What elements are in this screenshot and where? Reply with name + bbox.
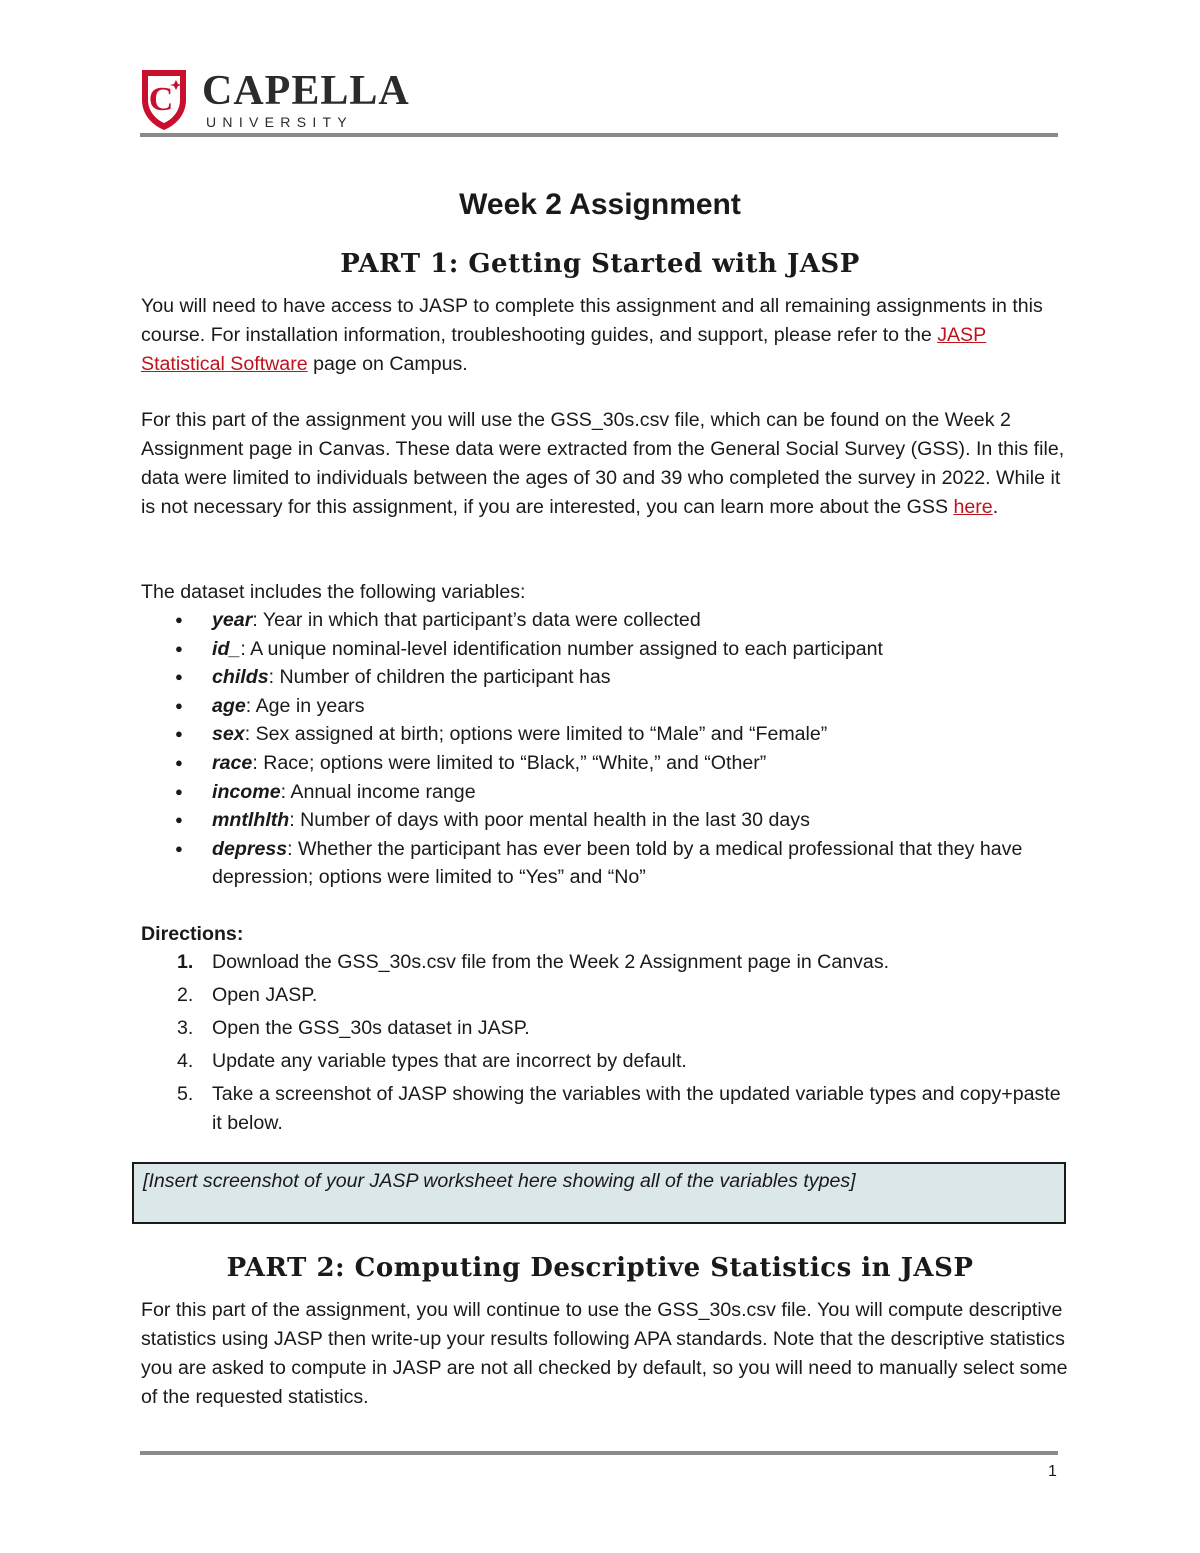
- logo-subtitle: UNIVERSITY: [206, 114, 354, 130]
- step-text: Download the GSS_30s.csv file from the Week 2 Assignment page in Canvas.: [212, 951, 890, 973]
- part2-intro: For this part of the assignment, you will continue to use the GSS_30s.csv file. You will compute descriptive statistics using JASP then write-up your results following APA standards. Note that the descriptive statistics you are asked to compute in JASP are not all checked by default, so you will need to manually select some of the requested statistics.: [141, 1299, 1068, 1408]
- variable-name: income: [212, 780, 281, 803]
- step-number: 3.: [177, 1017, 194, 1039]
- footer-rule: [140, 1451, 1058, 1455]
- step-text: Open JASP.: [212, 984, 318, 1006]
- variable-desc: : A unique nominal-level identification number assigned to each participant: [240, 637, 883, 660]
- variable-desc: : Whether the participant has ever been told by a medical professional that they have depression; options were limited to “Yes” and “No”: [212, 837, 1023, 889]
- part1-intro: [141, 292, 1071, 379]
- variable-desc: : Age in years: [245, 694, 365, 717]
- capella-shield-icon: [140, 66, 188, 132]
- variable-name: childs: [212, 666, 269, 689]
- list-item: [141, 806, 1071, 835]
- list-item: [141, 778, 1071, 807]
- variable-desc: : Sex assigned at birth; options were limited to “Male” and “Female”: [244, 723, 828, 746]
- list-item: [141, 1014, 1071, 1043]
- variable-name: year: [212, 609, 253, 631]
- step-number: 1.: [177, 951, 194, 973]
- list-item: [141, 981, 1071, 1010]
- variables-intro: The dataset includes the following variables:: [141, 581, 526, 603]
- variable-name: age: [212, 694, 246, 717]
- step-number: 4.: [177, 1050, 194, 1072]
- list-item: [141, 663, 1071, 692]
- variable-desc: : Number of children the participant has: [268, 666, 611, 689]
- variable-name: depress: [212, 837, 288, 860]
- part1-dataset-end: .: [992, 496, 999, 518]
- page-title: Week 2 Assignment: [459, 188, 741, 221]
- part1-intro-text: You will need to have access to JASP to complete this assignment and all remaining assignments in this course. For installation information, troubleshooting guides, and support, please refer to the: [141, 295, 1043, 346]
- shield-initial: C: [148, 81, 174, 118]
- directions-label: Directions:: [141, 923, 244, 945]
- step-number: 2.: [177, 984, 194, 1006]
- variable-name: mntlhlth: [212, 809, 290, 832]
- step-text: Update any variable types that are incorrect by default.: [212, 1050, 687, 1072]
- capella-logo: [140, 66, 440, 132]
- gss-here-link[interactable]: here: [953, 496, 993, 518]
- header-rule: [140, 133, 1058, 137]
- list-item: [141, 948, 1071, 977]
- list-item: [141, 1047, 1071, 1076]
- variable-name: race: [212, 751, 253, 774]
- list-item: [141, 635, 1071, 664]
- list-item: [141, 720, 1071, 749]
- list-item: [141, 692, 1071, 721]
- variable-desc: : Number of days with poor mental health in the last 30 days: [289, 809, 810, 832]
- variable-desc: : Race; options were limited to “Black,” “White,” and “Other”: [252, 751, 767, 774]
- page-number: 1: [1048, 1463, 1057, 1480]
- list-item: [141, 749, 1071, 778]
- part1-dataset-paragraph: [141, 406, 1071, 522]
- part1-dataset-text: For this part of the assignment you will use the GSS_30s.csv file, which can be found on the Week 2 Assignment page in Canvas. These data were extracted from the General Social Survey (GSS). In this file, data were limited to individuals between the ages of 30 and 39 who completed the survey in 2022. While it is not necessary for this assignment, if you are interested, you can learn more about the GSS: [141, 409, 1065, 518]
- logo-wordmark: CAPELLA: [202, 68, 410, 114]
- list-item: [141, 606, 1071, 635]
- insert-box-text: [Insert screenshot of your JASP worksheet here showing all of the variables types]: [143, 1170, 856, 1192]
- part2-heading: PART 2: Computing Descriptive Statistics in JASP: [226, 1253, 974, 1283]
- step-text: Open the GSS_30s dataset in JASP.: [212, 1017, 530, 1039]
- part1-intro-end: page on Campus.: [307, 353, 468, 375]
- step-number: 5.: [177, 1083, 194, 1105]
- step-text: Take a screenshot of JASP showing the variables with the updated variable types and copy+paste it below.: [212, 1083, 1061, 1134]
- directions-steps: [141, 948, 1071, 1142]
- variables-list: [141, 606, 1071, 892]
- variable-desc: : Year in which that participant’s data were collected: [252, 609, 701, 631]
- screenshot-insert-box[interactable]: [132, 1162, 1066, 1224]
- list-item: [141, 835, 1071, 892]
- variable-name: id_: [212, 637, 241, 660]
- part1-heading: PART 1: Getting Started with JASP: [340, 249, 860, 279]
- variable-name: sex: [212, 723, 245, 746]
- jasp-software-link[interactable]: JASP Statistical Software: [141, 324, 987, 375]
- list-item: [141, 1080, 1071, 1138]
- variable-desc: : Annual income range: [280, 780, 476, 803]
